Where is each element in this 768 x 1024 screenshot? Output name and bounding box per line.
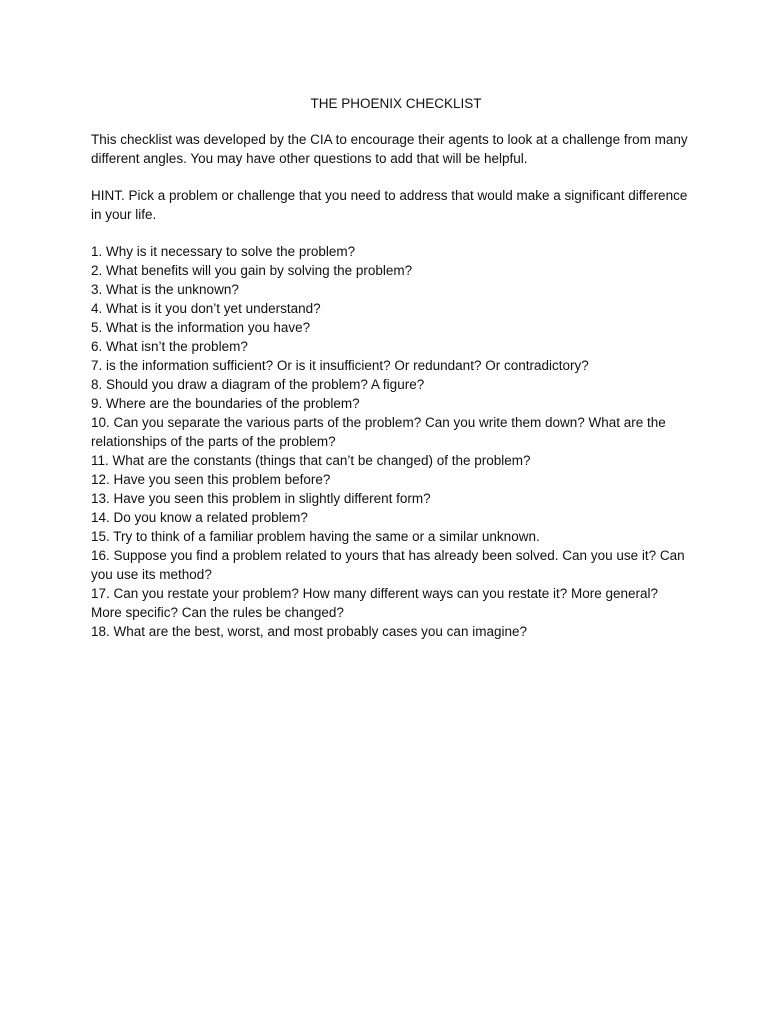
intro-paragraph: This checklist was developed by the CIA to encourage their agents to look at a challenge from many different angles. You may have other questions to add that will be helpful. <box>91 132 688 166</box>
question-item: 14. Do you know a related problem? <box>91 510 308 525</box>
question-item: 8. Should you draw a diagram of the problem? A figure? <box>91 377 425 392</box>
question-item: 7. is the information sufficient? Or is it insufficient? Or redundant? Or contradictory? <box>91 358 589 373</box>
question-item: 5. What is the information you have? <box>91 320 311 335</box>
document-title: THE PHOENIX CHECKLIST <box>310 96 482 111</box>
question-item: 18. What are the best, worst, and most probably cases you can imagine? <box>91 624 527 639</box>
question-item: 12. Have you seen this problem before? <box>91 472 331 487</box>
question-item: 4. What is it you don’t yet understand? <box>91 301 321 316</box>
question-item: 1. Why is it necessary to solve the problem? <box>91 244 356 259</box>
document-page <box>91 94 691 641</box>
question-item: 6. What isn’t the problem? <box>91 339 248 354</box>
question-item: 10. Can you separate the various parts of the problem? Can you write them down? What are the relationships of the parts of the problem? <box>91 415 666 449</box>
question-item: 9. Where are the boundaries of the problem? <box>91 396 360 411</box>
question-list <box>91 242 691 641</box>
hint-paragraph: HINT. Pick a problem or challenge that you need to address that would make a significant difference in your life. <box>91 188 688 222</box>
question-item: 2. What benefits will you gain by solving the problem? <box>91 263 413 278</box>
question-item: 11. What are the constants (things that can’t be changed) of the problem? <box>91 453 531 468</box>
question-item: 17. Can you restate your problem? How many different ways can you restate it? More general? More specific? Can the rules be changed? <box>91 586 659 620</box>
question-item: 3. What is the unknown? <box>91 282 239 297</box>
question-item: 15. Try to think of a familiar problem having the same or a similar unknown. <box>91 529 540 544</box>
question-item: 16. Suppose you find a problem related to yours that has already been solved. Can you use it? Can you use its method? <box>91 548 685 582</box>
question-item: 13. Have you seen this problem in slightly different form? <box>91 491 431 506</box>
